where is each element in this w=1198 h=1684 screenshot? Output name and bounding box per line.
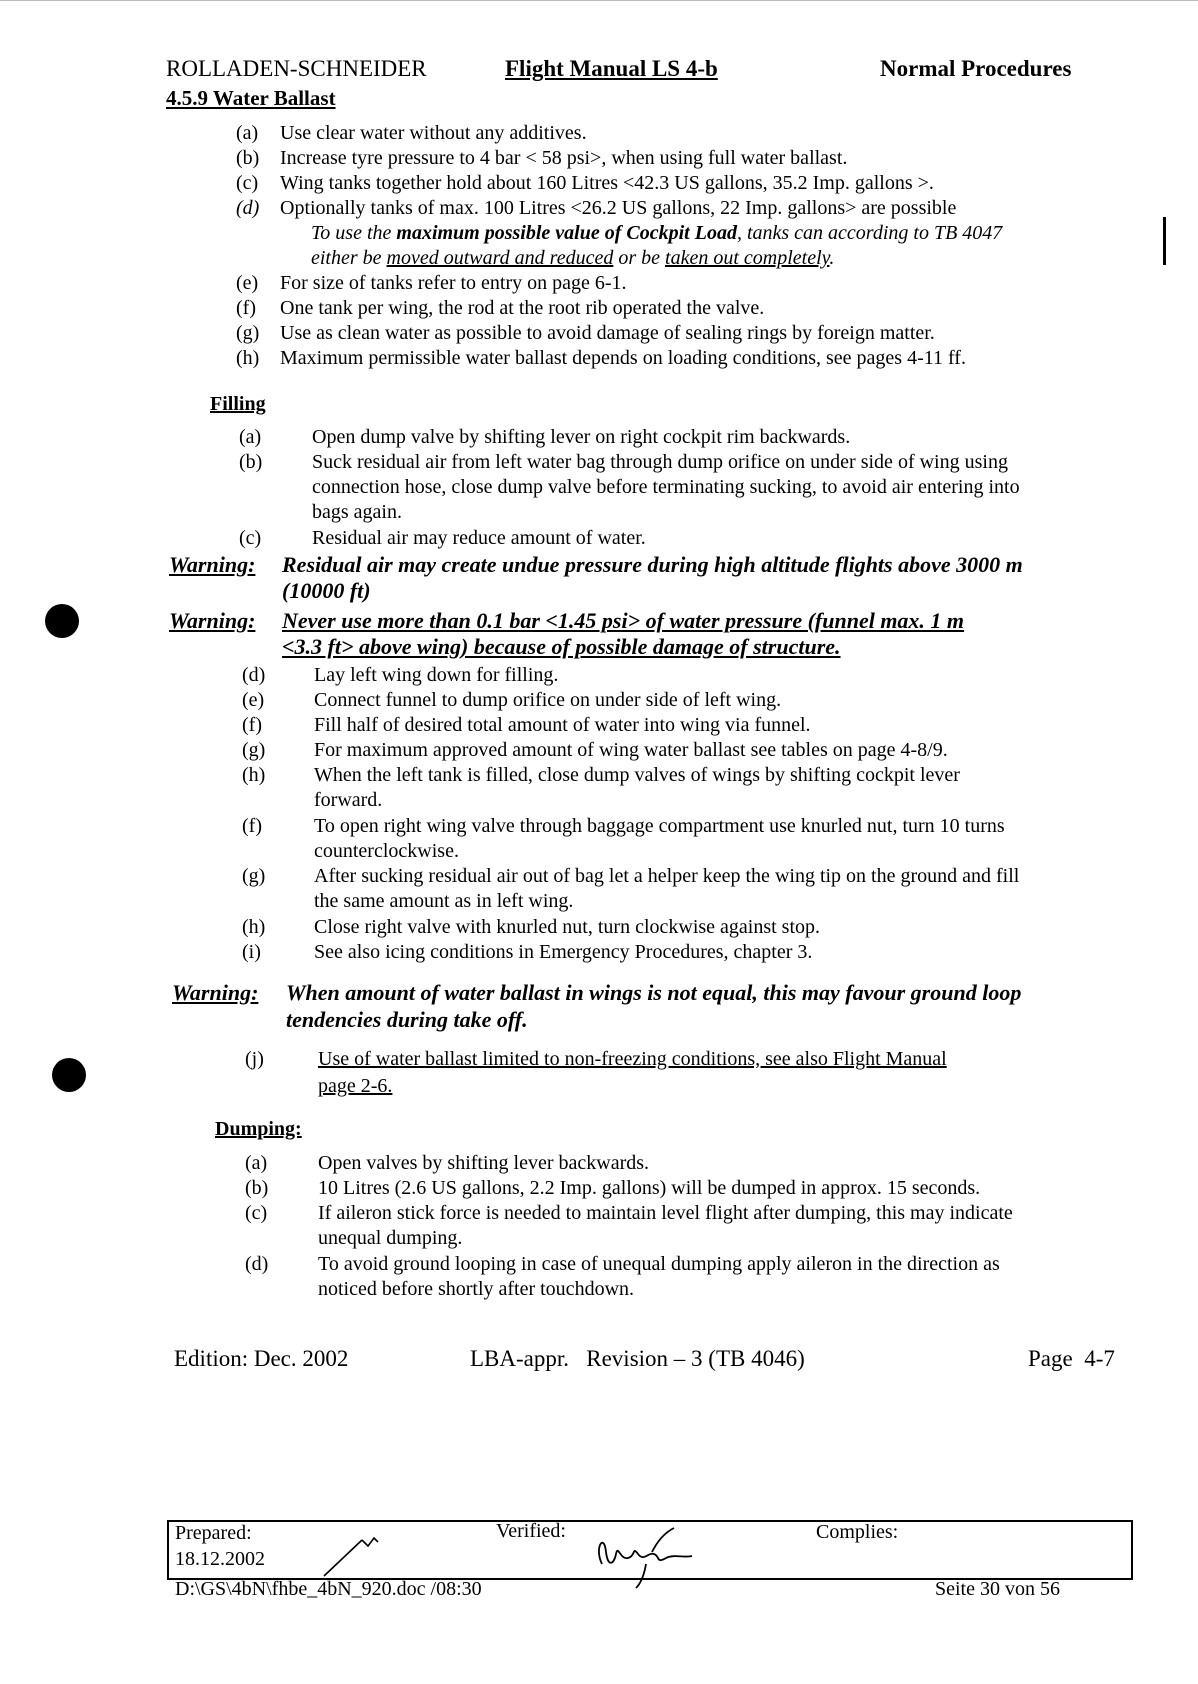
- list-item: For maximum approved amount of wing water ballast see tables on page 4-8/9.: [314, 739, 948, 761]
- punch-hole-icon: [52, 1058, 86, 1092]
- list-label: (f): [242, 714, 262, 736]
- warning-label: Warning:: [172, 980, 259, 1005]
- list-item: Use as clean water as possible to avoid damage of sealing rings by foreign matter.: [280, 322, 935, 344]
- list-item: Maximum permissible water ballast depends on loading conditions, see pages 4-11 ff.: [280, 347, 966, 369]
- list-item: Close right valve with knurled nut, turn clockwise against stop.: [314, 916, 821, 938]
- list-label: (f): [236, 297, 256, 319]
- warning-label: Warning:: [169, 552, 256, 577]
- list-item: 10 Litres (2.6 US gallons, 2.2 Imp. gallons) will be dumped in approx. 15 seconds.: [318, 1177, 981, 1199]
- list-label: (c): [239, 527, 262, 549]
- filling-heading: Filling: [210, 393, 266, 415]
- list-label: (b): [245, 1177, 269, 1199]
- header-chapter: Normal Procedures: [880, 56, 1072, 81]
- list-item-cont: noticed before shortly after touchdown.: [318, 1278, 635, 1300]
- prepared-label: Prepared:: [175, 1522, 252, 1544]
- list-item: For size of tanks refer to entry on page 6-1.: [280, 272, 627, 294]
- list-item: Connect funnel to dump orifice on under side of left wing.: [314, 689, 782, 711]
- list-label: (g): [242, 739, 266, 761]
- warning-text: Residual air may create undue pressure during high altitude flights above 3000 m: [282, 552, 1023, 577]
- list-label: (g): [242, 865, 266, 887]
- list-item: See also icing conditions in Emergency Procedures, chapter 3.: [314, 941, 813, 963]
- list-label: (j): [245, 1048, 264, 1070]
- list-item-cont: forward.: [314, 789, 383, 811]
- list-item-cont: unequal dumping.: [318, 1227, 463, 1249]
- warning-text: When amount of water ballast in wings is not equal, this may favour ground loop: [286, 980, 1022, 1005]
- list-label: (b): [236, 147, 260, 169]
- header-company: ROLLADEN-SCHNEIDER: [166, 56, 427, 81]
- list-item-cont: page 2-6.: [318, 1075, 393, 1097]
- list-item-cont: the same amount as in left wing.: [314, 890, 574, 912]
- list-item: If aileron stick force is needed to maintain level flight after dumping, this may indicate: [318, 1202, 1013, 1224]
- complies-label: Complies:: [816, 1521, 899, 1543]
- list-label: (c): [245, 1202, 268, 1224]
- list-label: (g): [236, 322, 260, 344]
- warning-text: Never use more than 0.1 bar <1.45 psi> of water pressure (funnel max. 1 m: [282, 608, 965, 633]
- list-item: To open right wing valve through baggage compartment use knurled nut, turn 10 turns: [314, 815, 1005, 837]
- header-manual-title: Flight Manual LS 4-b: [505, 56, 718, 81]
- verified-signature: [588, 1524, 708, 1590]
- footer-approval: LBA-appr. Revision – 3 (TB 4046): [470, 1346, 805, 1371]
- list-label: (b): [239, 451, 263, 473]
- list-item: Increase tyre pressure to 4 bar < 58 psi>, when using full water ballast.: [280, 147, 848, 169]
- footer-sheet-number: Seite 30 von 56: [935, 1578, 1060, 1600]
- list-label: (i): [242, 941, 261, 963]
- list-label: (c): [236, 172, 259, 194]
- revision-margin-bar: [1163, 217, 1166, 265]
- tank-note-line-1: To use the maximum possible value of Cockpit Load, tanks can according to TB 4047: [311, 222, 1003, 244]
- verified-label: Verified:: [496, 1520, 566, 1542]
- list-item: Suck residual air from left water bag through dump orifice on under side of wing using: [312, 451, 1008, 473]
- prepared-signature: [322, 1532, 392, 1580]
- list-item-cont: bags again.: [312, 501, 402, 523]
- list-label: (a): [245, 1152, 268, 1174]
- list-label: (h): [236, 347, 260, 369]
- punch-hole-icon: [45, 604, 79, 638]
- tank-note-line-2: either be moved outward and reduced or be taken out completely.: [311, 247, 835, 269]
- list-item: Fill half of desired total amount of water into wing via funnel.: [314, 714, 811, 736]
- warning-label: Warning:: [169, 608, 256, 633]
- list-item: Use of water ballast limited to non-freezing conditions, see also Flight Manual: [318, 1048, 947, 1070]
- list-label: (h): [242, 764, 266, 786]
- page-top-rule: [0, 0, 1198, 1]
- section-title: 4.5.9 Water Ballast: [166, 86, 336, 110]
- warning-text: tendencies during take off.: [286, 1007, 528, 1032]
- list-label: (f): [242, 815, 262, 837]
- list-item: Lay left wing down for filling.: [314, 664, 559, 686]
- list-item: After sucking residual air out of bag let a helper keep the wing tip on the ground and fill: [314, 865, 1020, 887]
- list-label: (e): [236, 272, 259, 294]
- prepared-date: 18.12.2002: [175, 1548, 265, 1570]
- footer-edition: Edition: Dec. 2002: [174, 1346, 349, 1371]
- list-item: Open valves by shifting lever backwards.: [318, 1152, 650, 1174]
- list-label: (d): [245, 1253, 269, 1275]
- list-label: (d): [236, 197, 260, 219]
- warning-text: <3.3 ft> above wing) because of possible damage of structure.: [282, 634, 841, 659]
- list-item: One tank per wing, the rod at the root rib operated the valve.: [280, 297, 765, 319]
- list-label: (h): [242, 916, 266, 938]
- warning-text: (10000 ft): [282, 578, 371, 603]
- list-label: (a): [236, 122, 259, 144]
- dumping-heading: Dumping:: [215, 1118, 302, 1140]
- list-label: (e): [242, 689, 265, 711]
- list-label: (d): [242, 664, 266, 686]
- list-label: (a): [239, 426, 262, 448]
- list-item: To avoid ground looping in case of unequal dumping apply aileron in the direction as: [318, 1253, 1000, 1275]
- footer-page-number: Page 4-7: [1028, 1346, 1115, 1371]
- list-item: When the left tank is filled, close dump valves of wings by shifting cockpit lever: [314, 764, 960, 786]
- list-item: Optionally tanks of max. 100 Litres <26.2 US gallons, 22 Imp. gallons> are possible: [280, 197, 957, 219]
- footer-file-path: D:\GS\4bN\fhbe_4bN_920.doc /08:30: [175, 1578, 482, 1600]
- list-item: Use clear water without any additives.: [280, 122, 587, 144]
- list-item-cont: connection hose, close dump valve before terminating sucking, to avoid air entering into: [312, 476, 1020, 498]
- list-item: Residual air may reduce amount of water.: [312, 527, 646, 549]
- list-item: Wing tanks together hold about 160 Litres <42.3 US gallons, 35.2 Imp. gallons >.: [280, 172, 934, 194]
- list-item: Open dump valve by shifting lever on right cockpit rim backwards.: [312, 426, 851, 448]
- list-item-cont: counterclockwise.: [314, 840, 459, 862]
